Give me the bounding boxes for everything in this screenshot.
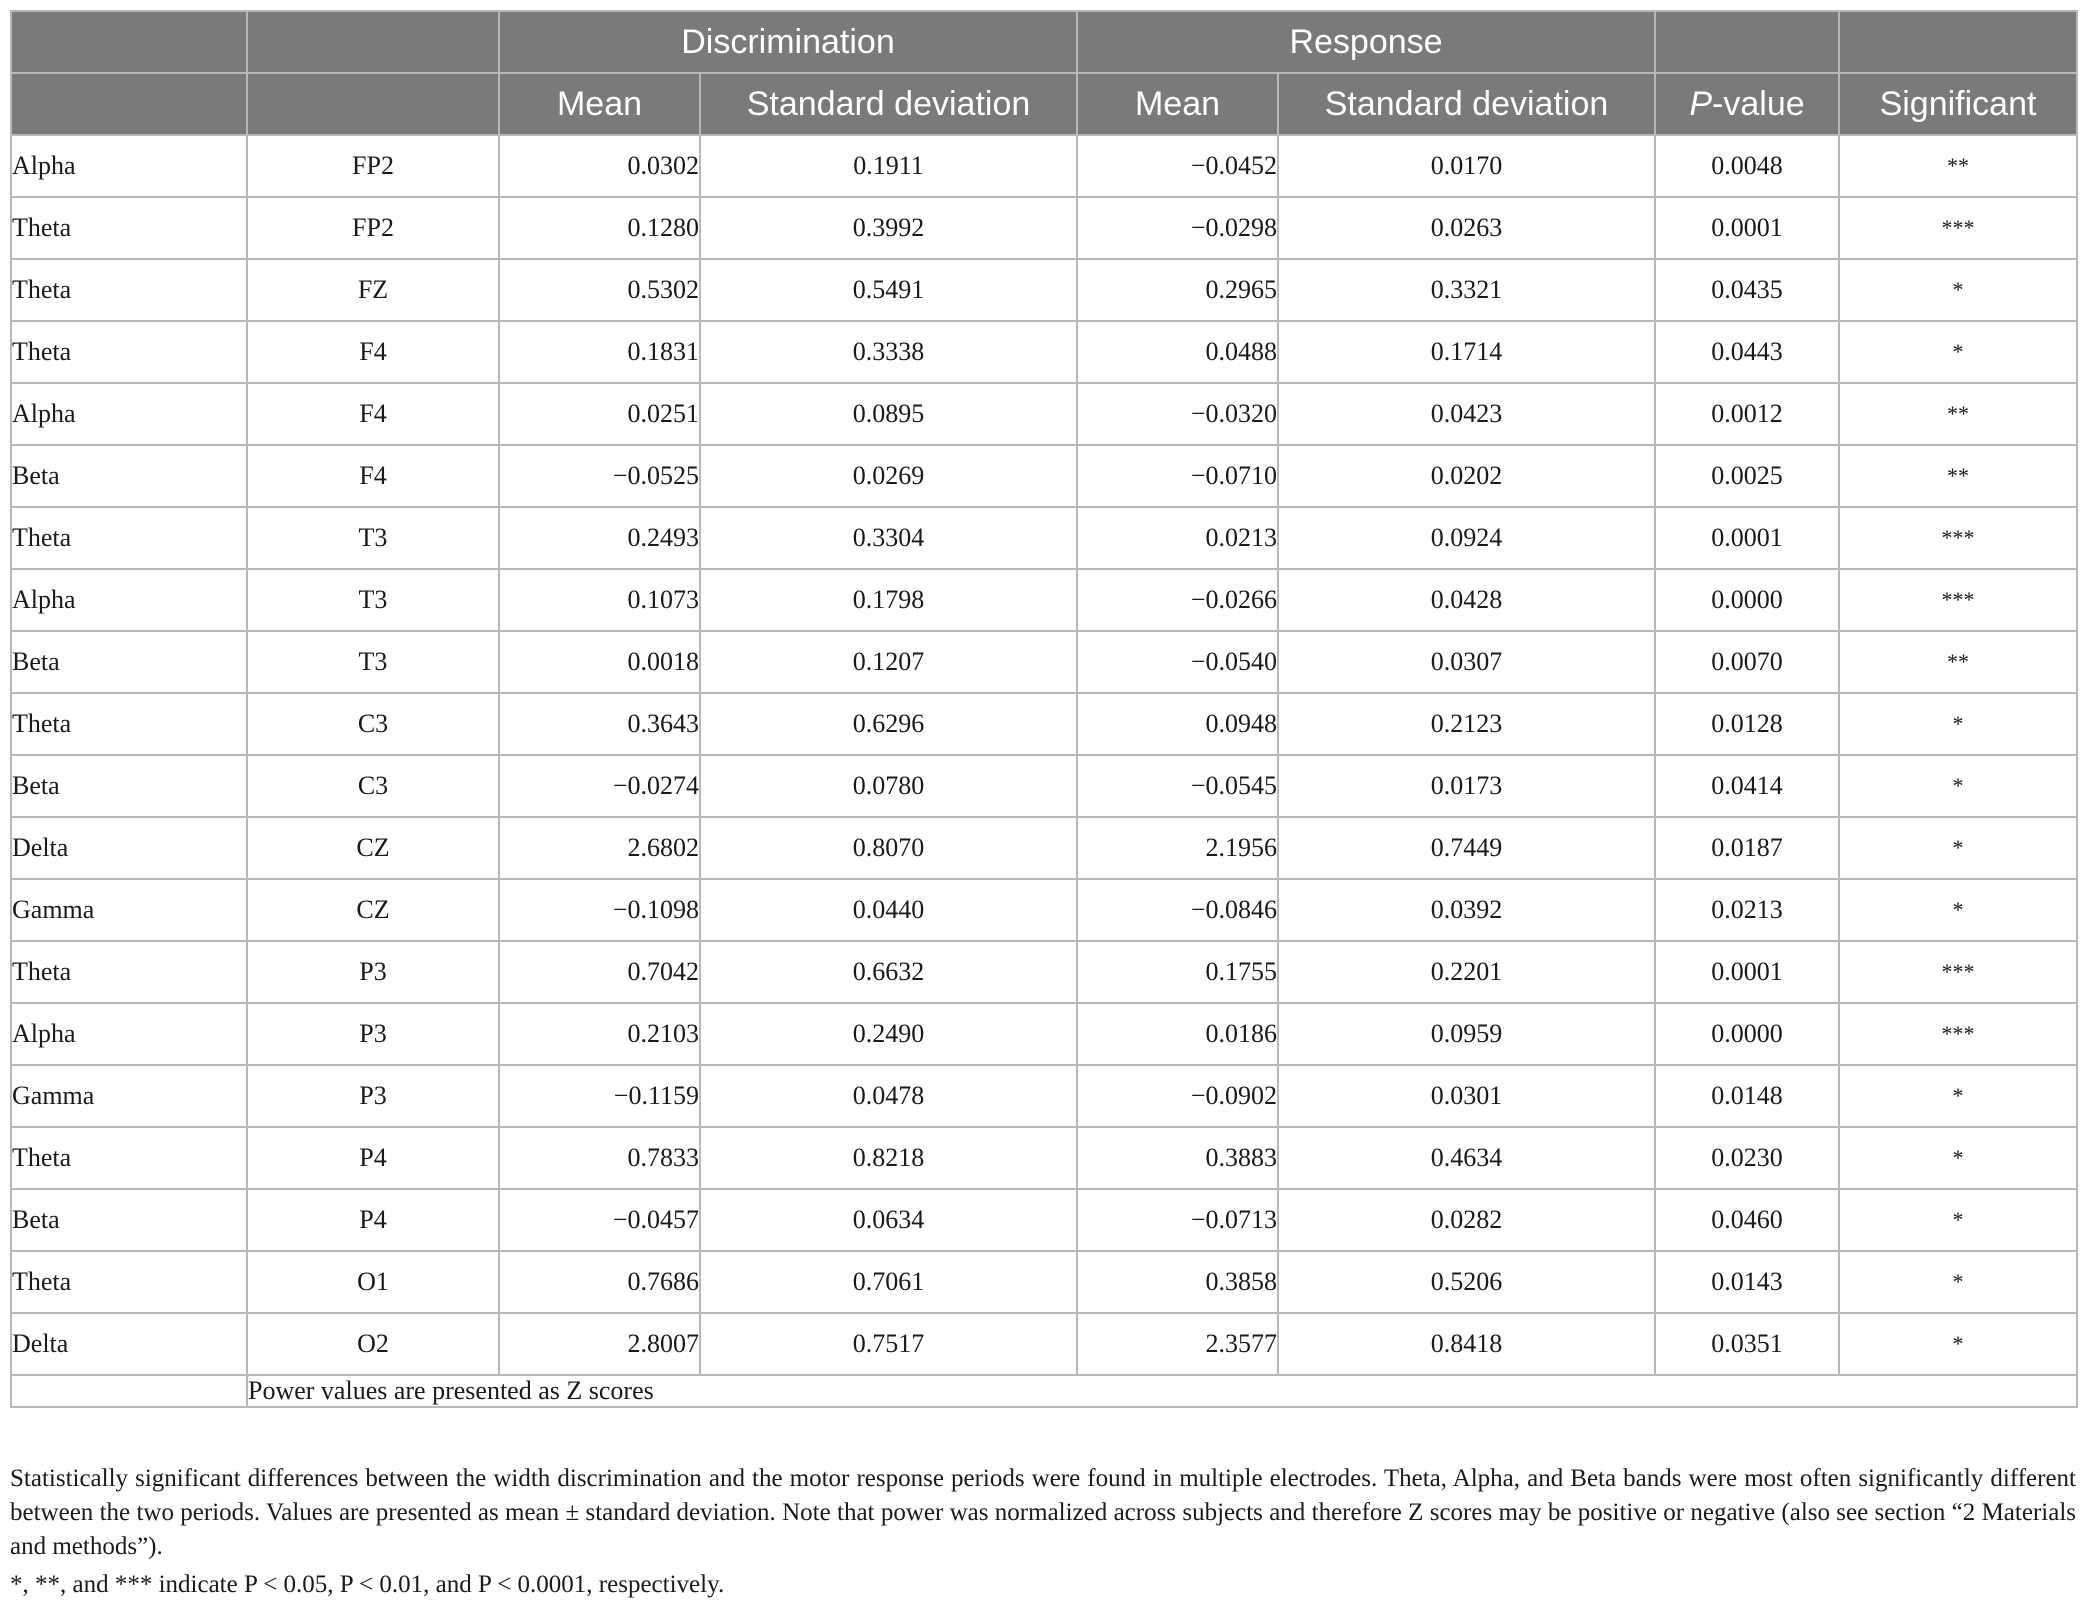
cell-discrimination-mean: −0.0525	[499, 445, 700, 507]
header-response-sd: Standard deviation	[1278, 73, 1655, 135]
table-row	[11, 569, 2077, 631]
cell-band: Gamma	[11, 1065, 247, 1127]
table-note-row	[11, 1375, 2077, 1407]
cell-p-value: 0.0435	[1655, 259, 1839, 321]
table-row	[11, 1189, 2077, 1251]
header-response: Response	[1077, 11, 1655, 73]
cell-discrimination-sd: 0.0440	[700, 879, 1077, 941]
table-row	[11, 941, 2077, 1003]
cell-electrode: C3	[247, 755, 499, 817]
cell-electrode: C3	[247, 693, 499, 755]
cell-response-mean: 0.0948	[1077, 693, 1278, 755]
table-footer	[11, 1375, 2077, 1407]
cell-response-mean: −0.0713	[1077, 1189, 1278, 1251]
cell-electrode: FP2	[247, 197, 499, 259]
header-p-italic: P	[1689, 84, 1713, 123]
table-header	[11, 11, 2077, 135]
cell-significance: *	[1839, 259, 2077, 321]
header-empty-cell	[11, 73, 247, 135]
table-row	[11, 817, 2077, 879]
header-column-row	[11, 73, 2077, 135]
cell-significance: *	[1839, 321, 2077, 383]
cell-response-mean: 0.3858	[1077, 1251, 1278, 1313]
cell-significance: ***	[1839, 197, 2077, 259]
cell-response-sd: 0.4634	[1278, 1127, 1655, 1189]
cell-response-mean: −0.0320	[1077, 383, 1278, 445]
cell-band: Theta	[11, 1251, 247, 1313]
cell-discrimination-sd: 0.5491	[700, 259, 1077, 321]
table-row	[11, 1065, 2077, 1127]
table-row	[11, 1003, 2077, 1065]
cell-significance: ***	[1839, 507, 2077, 569]
cell-band: Beta	[11, 1189, 247, 1251]
caption-footnote: *, **, and *** indicate P < 0.05, P < 0.01, and P < 0.0001, respectively.	[10, 1571, 725, 1598]
cell-band: Alpha	[11, 1003, 247, 1065]
cell-discrimination-sd: 0.6632	[700, 941, 1077, 1003]
header-p-value	[1655, 73, 1839, 135]
header-group-row	[11, 11, 2077, 73]
table-note: Power values are presented as Z scores	[247, 1375, 2077, 1407]
header-empty-cell	[1839, 11, 2077, 73]
table-row	[11, 693, 2077, 755]
cell-band: Delta	[11, 817, 247, 879]
cell-discrimination-mean: 0.0018	[499, 631, 700, 693]
cell-response-sd: 0.0173	[1278, 755, 1655, 817]
cell-response-mean: −0.0710	[1077, 445, 1278, 507]
cell-p-value: 0.0187	[1655, 817, 1839, 879]
cell-significance: *	[1839, 817, 2077, 879]
cell-response-mean: −0.0266	[1077, 569, 1278, 631]
cell-discrimination-sd: 0.0478	[700, 1065, 1077, 1127]
cell-p-value: 0.0148	[1655, 1065, 1839, 1127]
table-body	[11, 135, 2077, 1375]
table-row	[11, 321, 2077, 383]
cell-response-mean: 0.1755	[1077, 941, 1278, 1003]
cell-response-mean: −0.0545	[1077, 755, 1278, 817]
cell-p-value: 0.0070	[1655, 631, 1839, 693]
cell-electrode: P3	[247, 1003, 499, 1065]
cell-p-value: 0.0128	[1655, 693, 1839, 755]
cell-p-value: 0.0443	[1655, 321, 1839, 383]
cell-band: Theta	[11, 693, 247, 755]
cell-p-value: 0.0460	[1655, 1189, 1839, 1251]
cell-band: Delta	[11, 1313, 247, 1375]
cell-significance: *	[1839, 1127, 2077, 1189]
results-table	[10, 10, 2078, 1408]
table-row	[11, 197, 2077, 259]
cell-electrode: CZ	[247, 817, 499, 879]
cell-response-sd: 0.1714	[1278, 321, 1655, 383]
cell-band: Theta	[11, 259, 247, 321]
cell-discrimination-mean: 0.7833	[499, 1127, 700, 1189]
cell-electrode: P4	[247, 1189, 499, 1251]
header-empty-cell	[11, 11, 247, 73]
cell-p-value: 0.0230	[1655, 1127, 1839, 1189]
cell-response-sd: 0.0307	[1278, 631, 1655, 693]
cell-discrimination-mean: 0.3643	[499, 693, 700, 755]
cell-response-mean: 0.0213	[1077, 507, 1278, 569]
table-container	[10, 10, 2076, 1408]
cell-response-sd: 0.0202	[1278, 445, 1655, 507]
cell-discrimination-mean: 0.1073	[499, 569, 700, 631]
cell-discrimination-mean: 2.6802	[499, 817, 700, 879]
cell-significance: *	[1839, 879, 2077, 941]
cell-discrimination-sd: 0.0895	[700, 383, 1077, 445]
cell-discrimination-sd: 0.2490	[700, 1003, 1077, 1065]
cell-response-sd: 0.0263	[1278, 197, 1655, 259]
table-caption	[10, 1462, 2076, 1602]
cell-p-value: 0.0048	[1655, 135, 1839, 197]
cell-discrimination-sd: 0.7517	[700, 1313, 1077, 1375]
cell-discrimination-sd: 0.6296	[700, 693, 1077, 755]
cell-response-sd: 0.2201	[1278, 941, 1655, 1003]
cell-electrode: O2	[247, 1313, 499, 1375]
cell-response-sd: 0.8418	[1278, 1313, 1655, 1375]
header-response-mean: Mean	[1077, 73, 1278, 135]
table-row	[11, 1313, 2077, 1375]
cell-discrimination-mean: 0.7686	[499, 1251, 700, 1313]
cell-response-sd: 0.0282	[1278, 1189, 1655, 1251]
cell-response-sd: 0.0924	[1278, 507, 1655, 569]
cell-discrimination-mean: 0.1831	[499, 321, 700, 383]
cell-discrimination-mean: 0.2493	[499, 507, 700, 569]
cell-response-mean: 2.3577	[1077, 1313, 1278, 1375]
cell-response-mean: −0.0540	[1077, 631, 1278, 693]
cell-response-mean: 2.1956	[1077, 817, 1278, 879]
header-empty-cell	[247, 11, 499, 73]
cell-response-sd: 0.0959	[1278, 1003, 1655, 1065]
cell-p-value: 0.0000	[1655, 1003, 1839, 1065]
cell-significance: ***	[1839, 941, 2077, 1003]
cell-discrimination-mean: −0.0457	[499, 1189, 700, 1251]
cell-band: Theta	[11, 197, 247, 259]
caption-text: Statistically significant differences between the width discrimination and the motor response periods were found in multiple electrodes. Theta, Alpha, and Beta bands were most often significantly different between the two periods. Values are presented as mean ± standard deviation. Note that power was normalized across subjects and therefore Z scores may be positive or negative (also see section “2 Materials and methods”).	[10, 1465, 2076, 1560]
cell-discrimination-sd: 0.1798	[700, 569, 1077, 631]
cell-discrimination-mean: 0.1280	[499, 197, 700, 259]
cell-discrimination-sd: 0.0269	[700, 445, 1077, 507]
cell-band: Alpha	[11, 383, 247, 445]
cell-electrode: F4	[247, 383, 499, 445]
cell-significance: **	[1839, 445, 2077, 507]
cell-significance: *	[1839, 693, 2077, 755]
table-row	[11, 1251, 2077, 1313]
cell-response-mean: −0.0902	[1077, 1065, 1278, 1127]
cell-band: Gamma	[11, 879, 247, 941]
cell-electrode: T3	[247, 631, 499, 693]
cell-p-value: 0.0414	[1655, 755, 1839, 817]
header-discrimination-sd: Standard deviation	[700, 73, 1077, 135]
cell-response-mean: −0.0846	[1077, 879, 1278, 941]
cell-electrode: CZ	[247, 879, 499, 941]
header-empty-cell	[247, 73, 499, 135]
table-row	[11, 755, 2077, 817]
cell-significance: *	[1839, 1065, 2077, 1127]
cell-response-sd: 0.7449	[1278, 817, 1655, 879]
cell-discrimination-sd: 0.7061	[700, 1251, 1077, 1313]
cell-electrode: P3	[247, 941, 499, 1003]
cell-band: Theta	[11, 941, 247, 1003]
cell-response-mean: −0.0452	[1077, 135, 1278, 197]
cell-response-sd: 0.5206	[1278, 1251, 1655, 1313]
cell-discrimination-mean: −0.1098	[499, 879, 700, 941]
cell-band: Theta	[11, 507, 247, 569]
cell-significance: ***	[1839, 569, 2077, 631]
cell-discrimination-mean: 0.2103	[499, 1003, 700, 1065]
table-row	[11, 259, 2077, 321]
table-row	[11, 383, 2077, 445]
cell-p-value: 0.0000	[1655, 569, 1839, 631]
cell-significance: *	[1839, 1189, 2077, 1251]
cell-electrode: T3	[247, 569, 499, 631]
cell-response-sd: 0.0392	[1278, 879, 1655, 941]
cell-electrode: FP2	[247, 135, 499, 197]
cell-p-value: 0.0025	[1655, 445, 1839, 507]
cell-response-mean: 0.0186	[1077, 1003, 1278, 1065]
cell-p-value: 0.0143	[1655, 1251, 1839, 1313]
cell-response-mean: −0.0298	[1077, 197, 1278, 259]
cell-discrimination-mean: 0.0302	[499, 135, 700, 197]
cell-band: Beta	[11, 445, 247, 507]
cell-electrode: F4	[247, 321, 499, 383]
cell-band: Theta	[11, 1127, 247, 1189]
header-significant: Significant	[1839, 73, 2077, 135]
cell-discrimination-sd: 0.3338	[700, 321, 1077, 383]
cell-electrode: F4	[247, 445, 499, 507]
cell-significance: *	[1839, 755, 2077, 817]
cell-discrimination-sd: 0.8070	[700, 817, 1077, 879]
cell-electrode: P3	[247, 1065, 499, 1127]
cell-electrode: FZ	[247, 259, 499, 321]
cell-discrimination-mean: 0.0251	[499, 383, 700, 445]
cell-response-sd: 0.0423	[1278, 383, 1655, 445]
cell-response-sd: 0.0301	[1278, 1065, 1655, 1127]
header-p-suffix: -value	[1712, 84, 1805, 123]
table-row	[11, 507, 2077, 569]
cell-response-sd: 0.0170	[1278, 135, 1655, 197]
cell-significance: **	[1839, 135, 2077, 197]
cell-band: Beta	[11, 631, 247, 693]
cell-band: Beta	[11, 755, 247, 817]
cell-discrimination-sd: 0.8218	[700, 1127, 1077, 1189]
cell-response-mean: 0.2965	[1077, 259, 1278, 321]
table-row	[11, 135, 2077, 197]
cell-electrode: P4	[247, 1127, 499, 1189]
cell-response-sd: 0.3321	[1278, 259, 1655, 321]
header-empty-cell	[1655, 11, 1839, 73]
cell-p-value: 0.0351	[1655, 1313, 1839, 1375]
cell-significance: **	[1839, 383, 2077, 445]
cell-band: Theta	[11, 321, 247, 383]
cell-discrimination-sd: 0.3304	[700, 507, 1077, 569]
cell-discrimination-mean: 0.5302	[499, 259, 700, 321]
cell-p-value: 0.0001	[1655, 197, 1839, 259]
cell-band: Alpha	[11, 135, 247, 197]
cell-p-value: 0.0012	[1655, 383, 1839, 445]
cell-response-mean: 0.0488	[1077, 321, 1278, 383]
cell-p-value: 0.0001	[1655, 507, 1839, 569]
cell-significance: ***	[1839, 1003, 2077, 1065]
cell-discrimination-mean: −0.1159	[499, 1065, 700, 1127]
cell-significance: *	[1839, 1313, 2077, 1375]
cell-response-mean: 0.3883	[1077, 1127, 1278, 1189]
note-empty-cell	[11, 1375, 247, 1407]
cell-p-value: 0.0001	[1655, 941, 1839, 1003]
cell-significance: *	[1839, 1251, 2077, 1313]
cell-response-sd: 0.0428	[1278, 569, 1655, 631]
cell-discrimination-sd: 0.1911	[700, 135, 1077, 197]
header-discrimination: Discrimination	[499, 11, 1077, 73]
table-row	[11, 631, 2077, 693]
table-row	[11, 1127, 2077, 1189]
cell-electrode: O1	[247, 1251, 499, 1313]
header-discrimination-mean: Mean	[499, 73, 700, 135]
table-row	[11, 445, 2077, 507]
cell-discrimination-mean: 2.8007	[499, 1313, 700, 1375]
cell-response-sd: 0.2123	[1278, 693, 1655, 755]
cell-discrimination-mean: −0.0274	[499, 755, 700, 817]
cell-electrode: T3	[247, 507, 499, 569]
cell-discrimination-sd: 0.0634	[700, 1189, 1077, 1251]
cell-discrimination-sd: 0.1207	[700, 631, 1077, 693]
cell-discrimination-sd: 0.0780	[700, 755, 1077, 817]
cell-discrimination-sd: 0.3992	[700, 197, 1077, 259]
cell-discrimination-mean: 0.7042	[499, 941, 700, 1003]
cell-p-value: 0.0213	[1655, 879, 1839, 941]
cell-band: Alpha	[11, 569, 247, 631]
table-row	[11, 879, 2077, 941]
cell-significance: **	[1839, 631, 2077, 693]
